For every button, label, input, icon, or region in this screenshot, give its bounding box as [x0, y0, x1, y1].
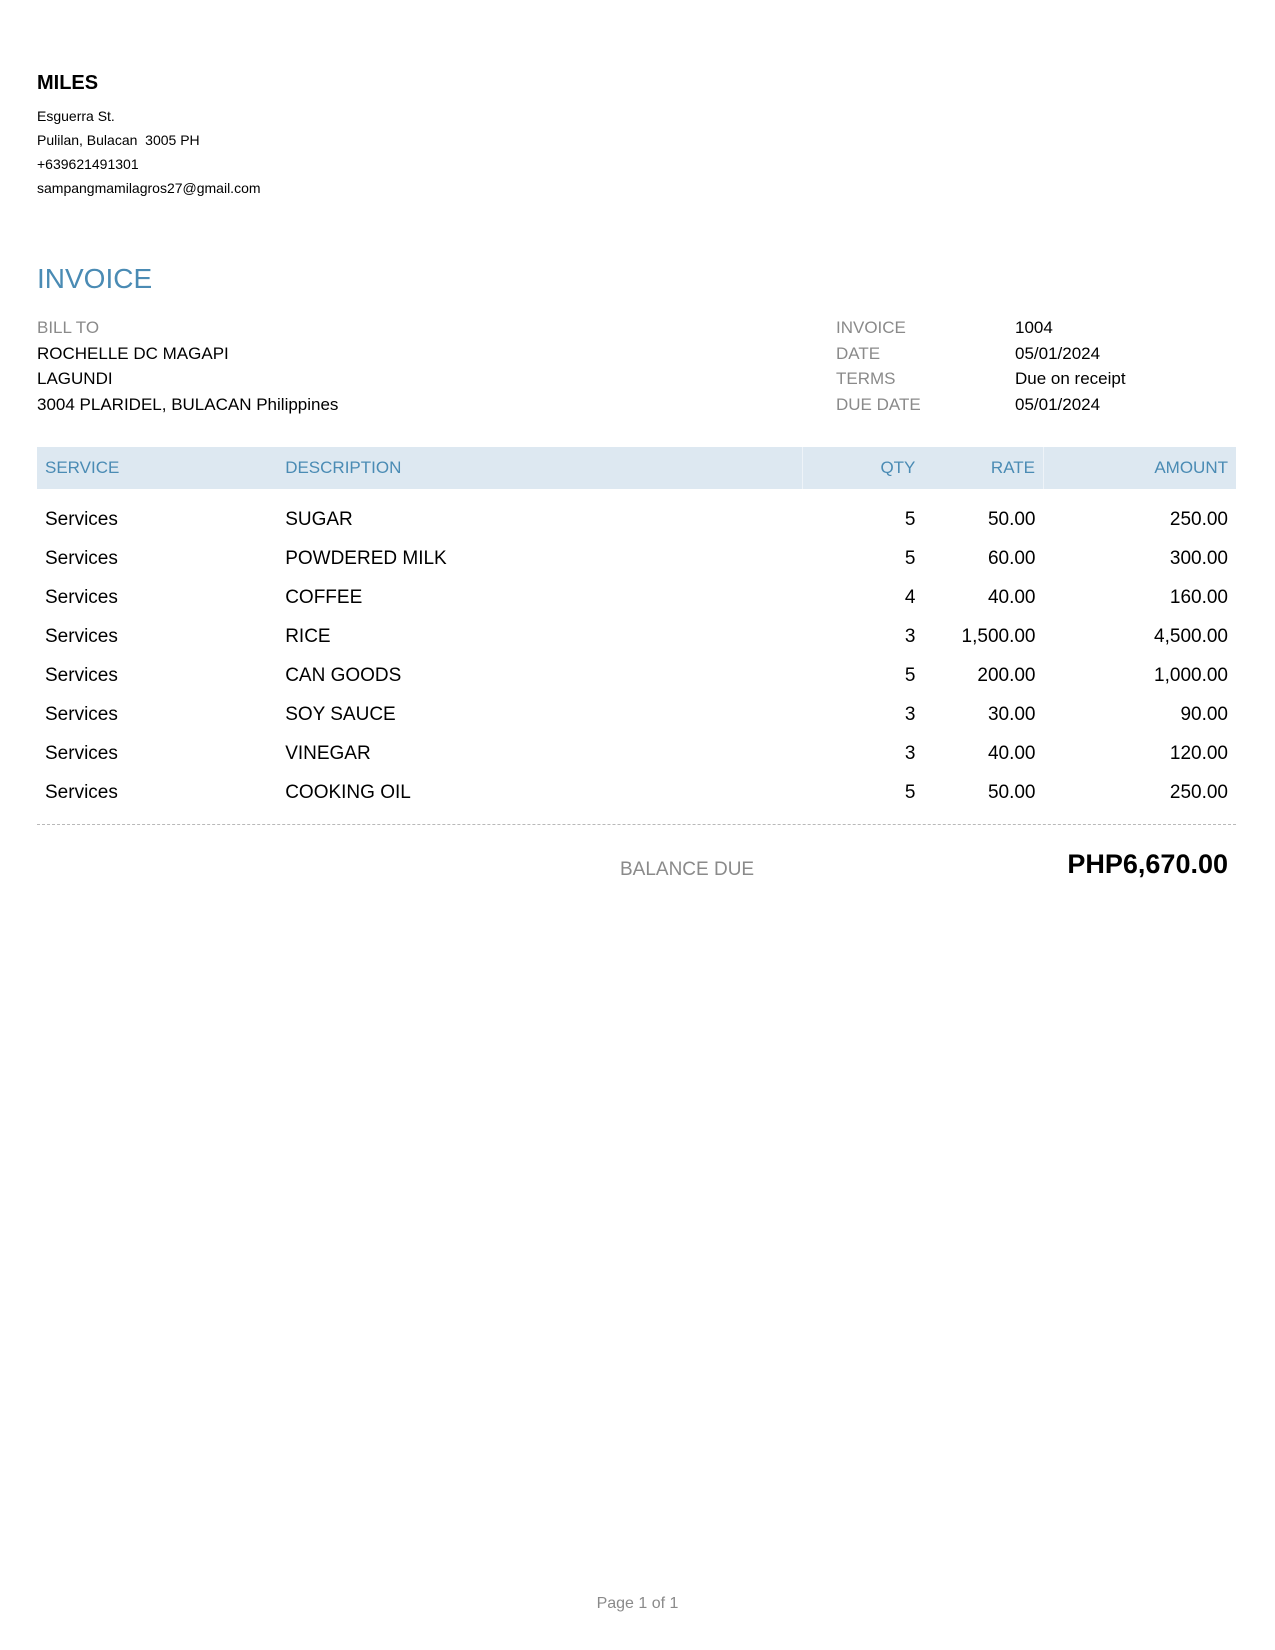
- cell-service: Services: [45, 548, 118, 569]
- due-date-value: 05/01/2024: [1015, 394, 1101, 414]
- bill-to-label: BILL TO: [37, 318, 100, 337]
- bill-to-line1: LAGUNDI: [37, 369, 113, 388]
- company-address-line2: Pulilan, Bulacan 3005 PH: [37, 132, 200, 148]
- cell-amount: 120.00: [1169, 743, 1228, 764]
- cell-description: RICE: [285, 626, 331, 647]
- header-rate: RATE: [923, 447, 1043, 489]
- total-divider: [37, 824, 1236, 825]
- table-row: [37, 618, 1236, 657]
- cell-qty: 3: [904, 626, 916, 647]
- cell-amount: 4,500.00: [1154, 626, 1228, 647]
- cell-description: COFFEE: [285, 587, 363, 608]
- cell-qty: 3: [904, 743, 916, 764]
- cell-service: Services: [45, 782, 118, 803]
- table-row: [37, 579, 1236, 618]
- table-row: [37, 489, 1236, 540]
- invoice-meta-labels: [836, 315, 921, 417]
- cell-rate: 50.00: [987, 782, 1036, 803]
- cell-rate: 40.00: [987, 743, 1036, 764]
- cell-qty: 5: [904, 665, 916, 686]
- cell-amount: 1,000.00: [1154, 665, 1228, 686]
- cell-service: Services: [45, 626, 118, 647]
- header-amount: AMOUNT: [1044, 447, 1237, 489]
- company-email: sampangmamilagros27@gmail.com: [37, 180, 261, 196]
- cell-rate: 30.00: [987, 704, 1036, 725]
- cell-rate: 50.00: [987, 509, 1036, 530]
- line-items-table: [37, 447, 1236, 813]
- cell-service: Services: [45, 587, 118, 608]
- bill-to-name: ROCHELLE DC MAGAPI: [37, 343, 229, 363]
- cell-qty: 4: [904, 587, 916, 608]
- cell-rate: 1,500.00: [961, 626, 1036, 647]
- balance-due-value: PHP6,670.00: [1067, 849, 1228, 879]
- balance-due-label: BALANCE DUE: [620, 859, 755, 880]
- table-row: [37, 540, 1236, 579]
- header-description: DESCRIPTION: [277, 447, 802, 489]
- bill-to-block: [37, 315, 338, 417]
- company-block: [37, 72, 261, 200]
- cell-rate: 40.00: [987, 587, 1036, 608]
- document-title: INVOICE: [37, 263, 153, 294]
- header-qty: QTY: [802, 447, 923, 489]
- cell-description: SOY SAUCE: [285, 704, 396, 725]
- cell-description: VINEGAR: [285, 743, 371, 764]
- cell-qty: 5: [904, 509, 916, 530]
- line-items-body: [37, 489, 1236, 813]
- cell-qty: 3: [904, 704, 916, 725]
- cell-amount: 250.00: [1169, 782, 1228, 803]
- company-name: MILES: [37, 72, 99, 94]
- line-items-header: [37, 447, 1236, 489]
- cell-service: Services: [45, 665, 118, 686]
- cell-amount: 160.00: [1169, 587, 1228, 608]
- cell-rate: 60.00: [987, 548, 1036, 569]
- terms-value: Due on receipt: [1015, 369, 1126, 388]
- invoice-number-value: 1004: [1015, 318, 1053, 337]
- cell-rate: 200.00: [977, 665, 1036, 686]
- cell-description: SUGAR: [285, 509, 353, 530]
- table-row: [37, 735, 1236, 774]
- header-service: SERVICE: [37, 447, 277, 489]
- cell-service: Services: [45, 743, 118, 764]
- cell-qty: 5: [904, 782, 916, 803]
- table-row: [37, 774, 1236, 813]
- cell-description: POWDERED MILK: [285, 548, 447, 569]
- cell-service: Services: [45, 704, 118, 725]
- date-label: DATE: [836, 343, 881, 363]
- cell-description: CAN GOODS: [285, 665, 402, 686]
- table-row: [37, 696, 1236, 735]
- cell-amount: 300.00: [1169, 548, 1228, 569]
- header-row: [37, 447, 1236, 489]
- cell-description: COOKING OIL: [285, 782, 411, 803]
- due-date-label: DUE DATE: [836, 394, 921, 414]
- cell-amount: 90.00: [1180, 704, 1228, 725]
- cell-service: Services: [45, 509, 118, 530]
- invoice-number-label: INVOICE: [836, 318, 906, 337]
- page-number: Page 1 of 1: [596, 1595, 679, 1612]
- company-phone: +639621491301: [37, 156, 139, 172]
- bill-to-line2: 3004 PLARIDEL, BULACAN Philippines: [37, 394, 339, 414]
- terms-label: TERMS: [836, 369, 896, 388]
- cell-amount: 250.00: [1169, 509, 1228, 530]
- cell-qty: 5: [904, 548, 916, 569]
- invoice-meta-values: [1015, 315, 1126, 417]
- date-value: 05/01/2024: [1015, 343, 1101, 363]
- company-address-line1: Esguerra St.: [37, 108, 115, 124]
- table-row: [37, 657, 1236, 696]
